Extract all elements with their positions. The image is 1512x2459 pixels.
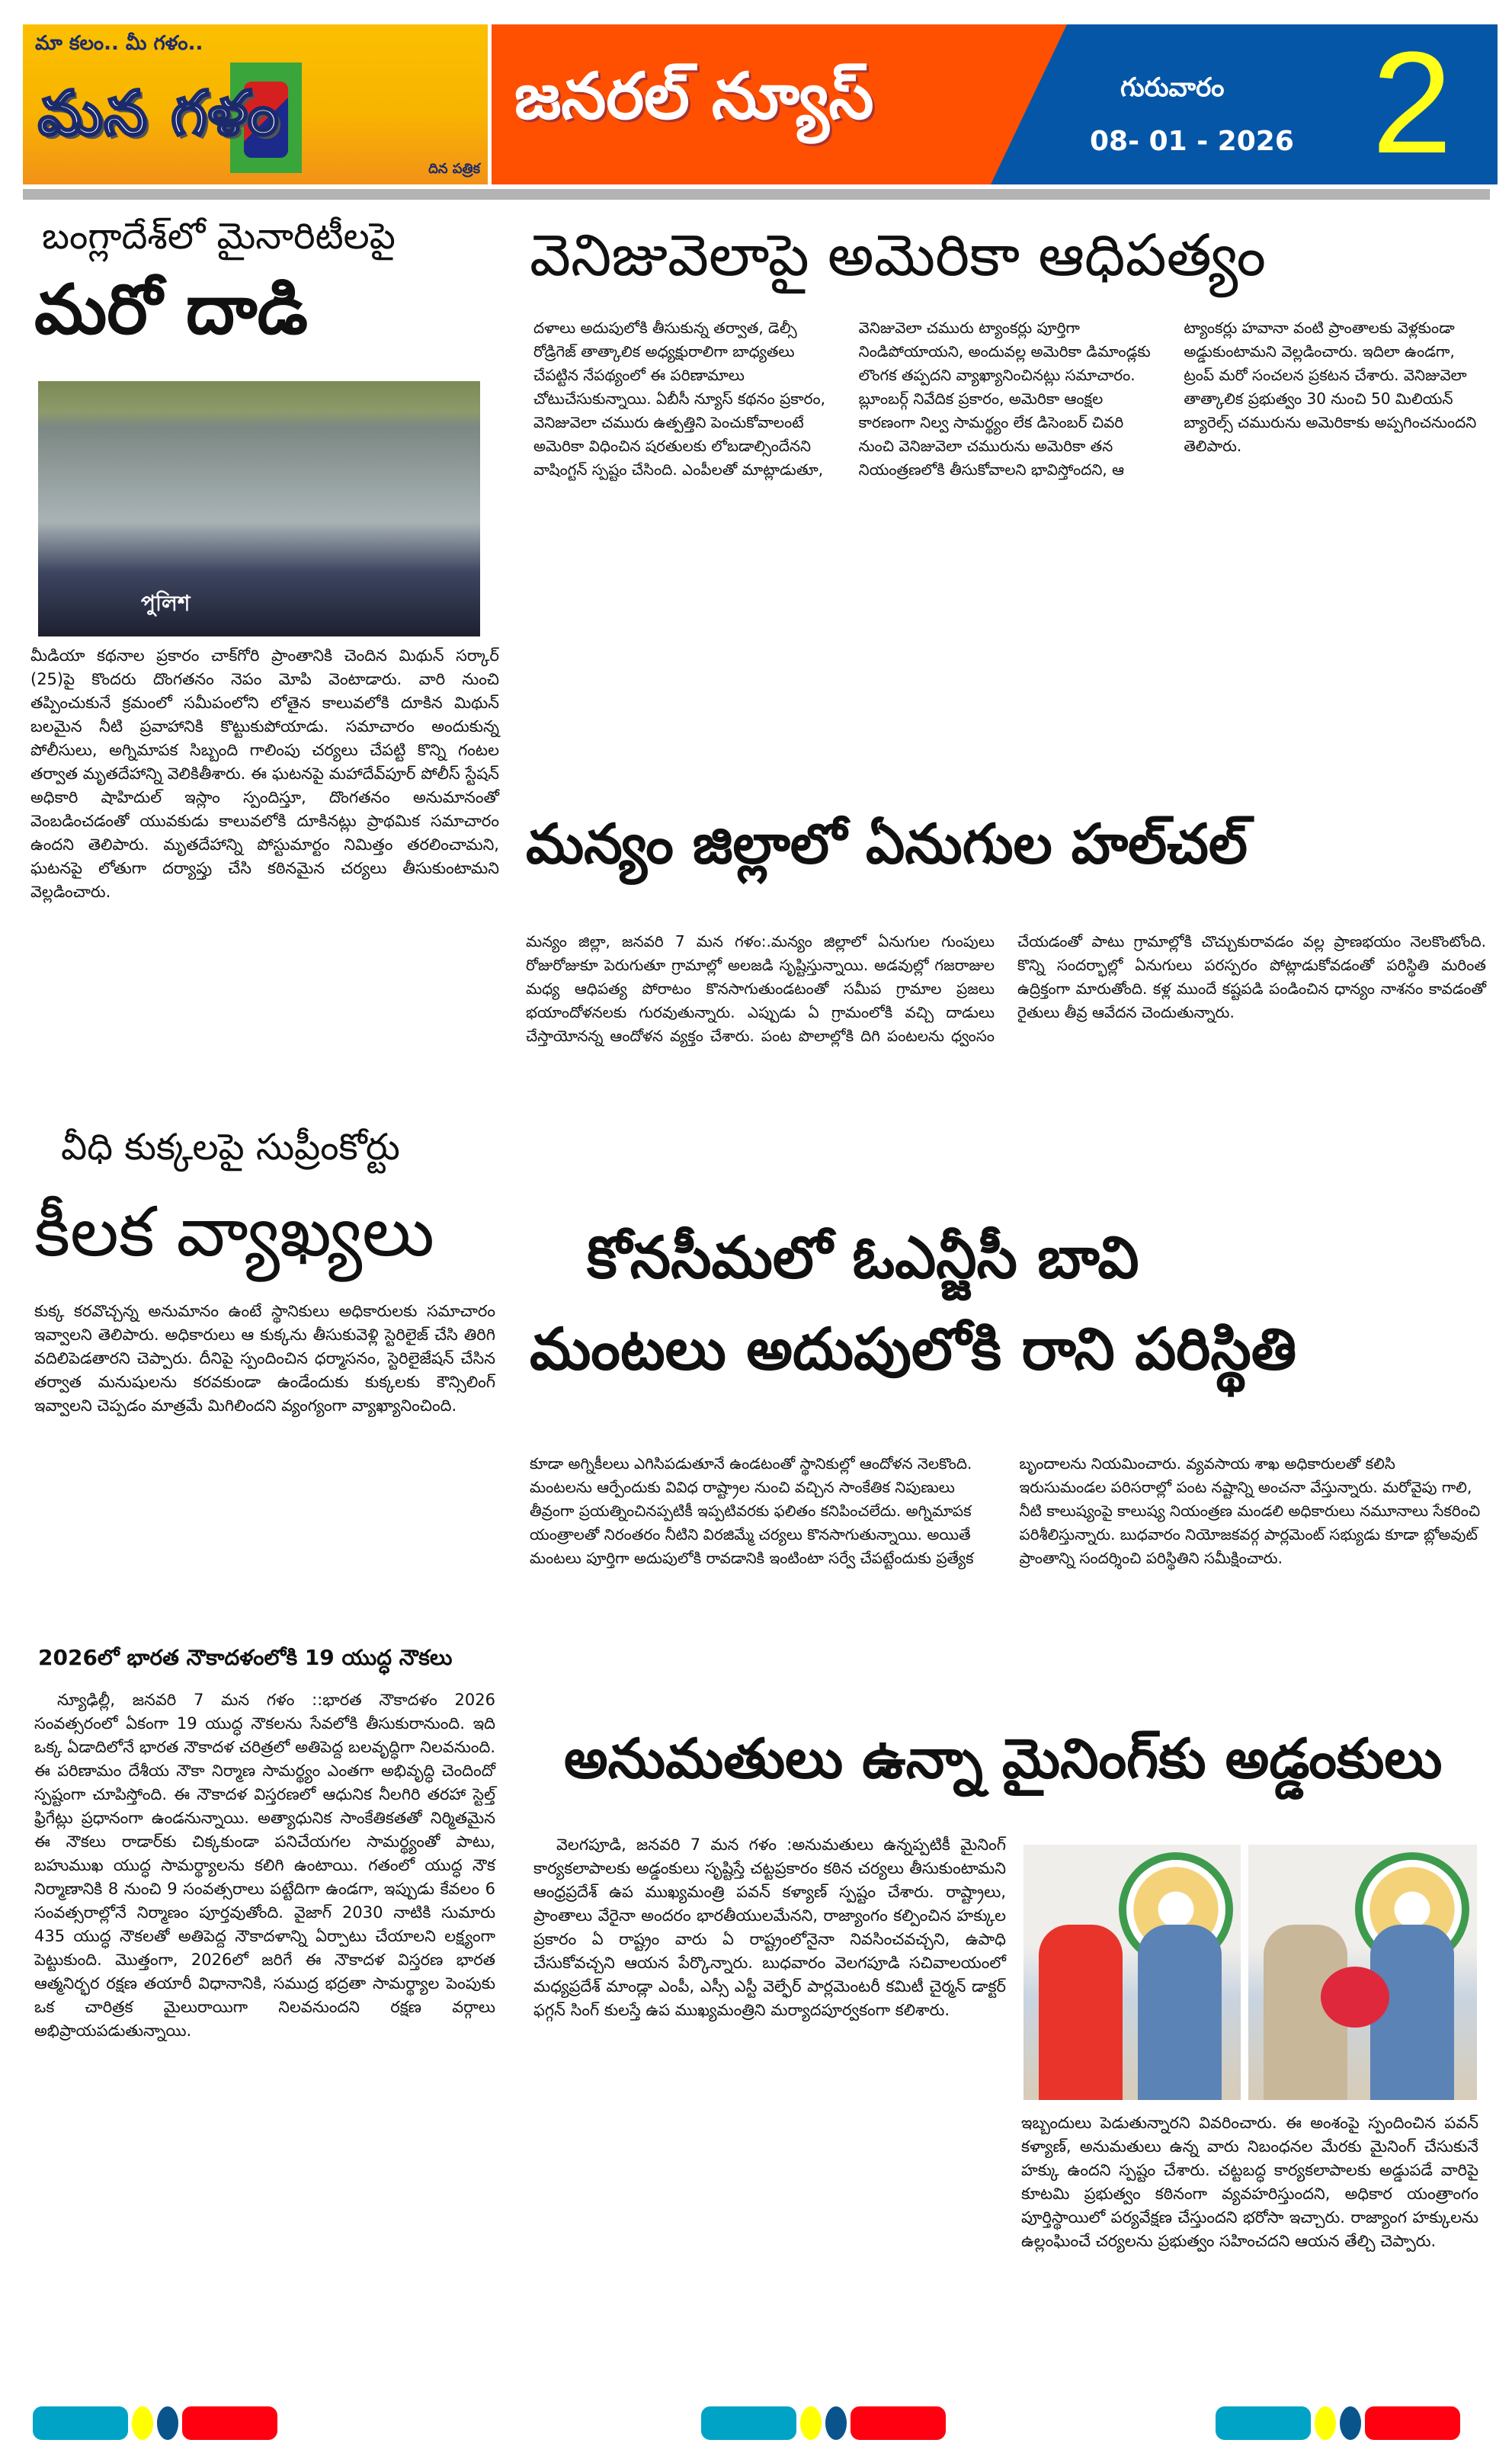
- navy-body: న్యూఢిల్లీ, జనవరి 7 మన గళం ::భారత నౌకాదళం 2026 సంవత్సరంలో ఏకంగా 19 యుద్ధ నౌకలను సేవలోకి తీసుకురానుంది. ఇది ఒక్క ఏడాదిలోనే భారత నౌకాదళ చరిత్రలో అతిపెద్ద బలవృద్ధిగా నిలవనుంది. ఈ పరిణామం దేశీయ నౌకా నిర్మాణ సామర్థ్యం ఎంతగా అభివృద్ధి చెందిందో స్పష్టంగా చూపిస్తోంది. ఈ నౌకాదళ విస్తరణలో ఆధునిక నీలగిరి తరహా స్టెల్త్ ఫ్రిగేట్లు ప్రధానంగా ఉండనున్నాయి. అత్యాధునిక సాంకేతికతతో నిర్మితమైన ఈ నౌకలు రాడార్‌కు చిక్కకుండా పనిచేయగల సామర్థ్యంతో పాటు, బహుముఖ యుద్ధ సామర్థ్యాలను కలిగి ఉంటాయి. గతంలో యుద్ధ నౌక నిర్మాణానికి 8 నుంచి 9 సంవత్సరాలు పట్టేదిగా ఉండగా, ఇప్పుడు కేవలం 6 సంవత్సరాల్లోనే నిర్మాణం పూర్తవుతోంది. వైజాగ్ 2030 నాటికి సుమారు 435 యుద్ధ నౌకలతో అతిపెద్ద నౌకాదళాన్ని ఏర్పాటు చేయాలని లక్ష్యంగా పెట్టుకుంది. మొత్తంగా, 2026లో జరిగే ఈ నౌకాదళ విస్తరణ భారత ఆత్మనిర్భర రక్షణ తయారీ విధానానికి, సముద్ర భద్రతా సామర్థ్యాల పెంపుకు ఒక చారిత్రక మైలురాయిగా నిలవనుందని రక్షణ వర్గాలు అభిప్రాయపడుతున్నాయి.: [34, 1691, 495, 2040]
- elephants-headline: మన్యం జిల్లాలో ఏనుగుల హల్‌చల్: [526, 812, 1248, 876]
- paper-name: మన గళం: [38, 78, 280, 149]
- dogs-body: కుక్క కరవొచ్చన్న అనుమానం ఉంటే స్థానికులు అధికారులకు సమాచారం ఇవ్వాలని తెలిపారు. అధికారులు ఆ కుక్కను తీసుకువెళ్లి స్టెరిలైజ్ చేసి తిరిగి వదిలిపెడతారని చెప్పారు. దీనిపై స్పందించిన ధర్మాసనం, స్టెరిలైజేషన్ చేసిన తర్వాత మనుషులను కరవకుండా ఉండేందుకు కుక్కలకు కౌన్సిలింగ్ ఇవ్వాలని చెప్పడం మాత్రమే మిగిలిందని వ్యంగ్యంగా వ్యాఖ్యానించింది.: [34, 1302, 495, 1415]
- bangladesh-headline: మరో దాడి: [34, 270, 309, 350]
- mining-photo-2: [1248, 1845, 1477, 2100]
- footer-color-strip: [1216, 2406, 1460, 2440]
- konaseema-body: కూడా అగ్నికీలలు ఎగిసిపడుతూనే ఉండటంతో స్థానికుల్లో ఆందోళన నెలకొంది. మంటలను ఆర్పేందుకు వివిధ రాష్ట్రాల నుంచి వచ్చిన సాంకేతిక నిపుణులు తీవ్రంగా ప్రయత్నించినప్పటికీ ఇప్పటివరకు ఫలితం కనిపించలేదు. అగ్నిమాపక యంత్రాలతో నిరంతరం నీటిని విరజిమ్మే చర్యలు కొనసాగుతున్నాయి. అయితే మంటలు పూర్తిగా అదుపులోకి రావడానికి ఇంటింటా సర్వే చేపట్టేందుకు ప్రత్యేక బృందాలను నియమించారు. వ్యవసాయ శాఖ అధికారులతో కలిసి ఇరుసుమండల పరిసరాల్లో పంట నష్టాన్ని అంచనా వేస్తున్నారు. మరోవైపు గాలి, నీటి కాలుష్యంపై కాలుష్య నియంత్రణ మండలి అధికారులు నమూనాలు సేకరించి పరిశీలిస్తున్నారు. బుధవారం నియోజకవర్గ పార్లమెంట్ సభ్యుడు కూడా బ్లోఅవుట్ ప్రాంతాన్ని సందర్శించి పరిస్థితిని సమీక్షించారు.: [530, 1454, 1481, 1567]
- footer-color-strip: [33, 2406, 277, 2440]
- flower-bouquet-icon: [1321, 1967, 1389, 2028]
- mining-headline: అనుమతులు ఉన్నా మైనింగ్‌కు అడ్డంకులు: [564, 1726, 1443, 1791]
- person-figure: [1138, 1925, 1222, 2100]
- bangladesh-photo: [38, 381, 480, 636]
- page-number: 2: [1372, 22, 1453, 184]
- mining-photo-1: [1023, 1845, 1241, 2100]
- photo-police-text: পুলিশ: [141, 591, 191, 616]
- date-label: 08- 01 - 2026: [1090, 126, 1294, 157]
- dogs-kicker: వీధి కుక్కలపై సుప్రీంకోర్టు: [61, 1126, 400, 1169]
- section-title: జనరల్ న్యూస్: [514, 59, 874, 133]
- mining-body-left: వెలగపూడి, జనవరి 7 మన గళం :అనుమతులు ఉన్నప్పటికీ మైనింగ్ కార్యకలాపాలకు అడ్డంకులు సృష్టిస్తే చట్టప్రకారం కఠిన చర్యలు తీసుకుంటామని ఆంధ్రప్రదేశ్ ఉప ముఖ్యమంత్రి పవన్ కళ్యాణ్ స్పష్టం చేశారు. రాష్ట్రాలు, ప్రాంతాలు వేరైనా అందరం భారతీయులమేనని, రాజ్యాంగం కల్పించిన హక్కుల ప్రకారం ఏ రాష్ట్రం వారు ఏ రాష్ట్రంలోనైనా నివసించవచ్చని, ఉపాధి చేసుకోవచ్చని ఆయన పేర్కొన్నారు. బుధవారం వెలగపూడి సచివాలయంలో మధ్యప్రదేశ్ మాండ్లా ఎంపీ, ఎస్సీ ఎస్టీ వెల్ఫేర్ పార్లమెంటరీ కమిటీ చైర్మన్ డాక్టర్ ఫగ్గన్ సింగ్ కులస్తే ఉప ముఖ్యమంత్రిని మర్యాదపూర్వకంగా కలిశారు.: [533, 1835, 1006, 2019]
- footer-color-strip: [701, 2406, 946, 2440]
- venezuela-body: దళాలు అదుపులోకి తీసుకున్న తర్వాత, డెల్సీ రోడ్రిగెజ్ తాత్కాలిక అధ్యక్షురాలిగా బాధ్యతలు చేపట్టిన నేపథ్యంలో ఈ పరిణామాలు చోటుచేసుకున్నాయి. ఏబీసీ న్యూస్ కథనం ప్రకారం, వెనిజువెలా చమురు ఉత్పత్తిని పెంచుకోవాలంటే అమెరికా విధించిన షరతులకు లోబడాల్సిందేనని వాషింగ్టన్ స్పష్టం చేసింది. ఎంపీలతో మాట్లాడుతూ, వెనిజువెలా చమురు ట్యాంకర్లు పూర్తిగా నిండిపోయాయని, అందువల్ల అమెరికా డిమాండ్లకు లొంగక తప్పదని వ్యాఖ్యానించినట్లు సమాచారం. బ్లూంబర్గ్ నివేదిక ప్రకారం, అమెరికా ఆంక్షల కారణంగా నిల్వ సామర్థ్యం లేక డిసెంబర్ చివరి నుంచి వెనిజువెలా చమురును అమెరికా తన నియంత్రణలోకి తీసుకోవాలని భావిస్తోందని, ఆ ట్యాంకర్లు హవానా వంటి ప్రాంతాలకు వెళ్లకుండా అడ్డుకుంటామని వెల్లడించారు. ఇదిలా ఉండగా, ట్రంప్ మరో సంచలన ప్రకటన చేశారు. వెనిజువెలా తాత్కాలిక ప్రభుత్వం 30 నుంచి 50 మిలియన్ బ్యారెల్స్ చమురును అమెరికాకు అప్పగించనుందని తెలిపారు.: [533, 319, 1477, 479]
- person-figure: [1039, 1925, 1123, 2100]
- dogs-headline: కీలక వ్యాఖ్యలు: [34, 1192, 435, 1272]
- mining-body-right: ఇబ్బందులు పెడుతున్నారని వివరించారు. ఈ అంశంపై స్పందించిన పవన్ కళ్యాణ్, అనుమతులు ఉన్న వారు నిబంధనల మేరకు మైనింగ్ చేసుకునే హక్కు ఉందని స్పష్టం చేశారు. చట్టబద్ధ కార్యకలాపాలకు అడ్డుపడే వారిపై కూటమి ప్రభుత్వం కఠినంగా వ్యవహరిస్తుందని, అధికార యంత్రాంగం పూర్తిస్థాయిలో పర్యవేక్షణ చేస్తుందని భరోసా ఇచ్చారు. రాజ్యాంగ హక్కులను ఉల్లంఘించే చర్యలను ప్రభుత్వం సహించదని ఆయన తేల్చి చెప్పారు.: [1021, 2114, 1478, 2250]
- masthead-logo: [23, 24, 488, 184]
- bangladesh-body: మీడియా కథనాల ప్రకారం చాక్‌గోరి ప్రాంతానికి చెందిన మిథున్ సర్కార్ (25)పై కొందరు దొంగతనం నెపం మోపి వెంటాడారు. వారి నుంచి తప్పించుకునే క్రమంలో సమీపంలోని లోతైన కాలువలోకి దూకిన మిథున్ బలమైన నీటి ప్రవాహానికి కొట్టుకుపోయాడు. సమాచారం అందుకున్న పోలీసులు, అగ్నిమాపక సిబ్బంది గాలింపు చర్యలు చేపట్టి కొన్ని గంటల తర్వాత మృతదేహాన్ని వెలికితీశారు. ఈ ఘటనపై మహాదేవ్‌పూర్ పోలీస్ స్టేషన్ అధికారి షాహిదుల్ ఇస్లాం స్పందిస్తూ, దొంగతనం అనుమానంతో వెంబడించడంతో యువకుడు కాలువలోకి దూకినట్లు ప్రాథమిక సమాచారం ఉందని తెలిపారు. మృతదేహాన్ని పోస్టుమార్టం నిమిత్తం తరలించామని, ఘటనపై లోతుగా దర్యాప్తు చేసి కఠినమైన చర్యలు తీసుకుంటామని వెల్లడించారు.: [30, 646, 499, 901]
- navy-headline: 2026లో భారత నౌకాదళంలోకి 19 యుద్ధ నౌకలు: [38, 1645, 453, 1670]
- header-divider: [23, 189, 1490, 200]
- section-banner: [492, 24, 1071, 184]
- konaseema-headline-line2: మంటలు అదుపులోకి రాని పరిస్థితి: [530, 1315, 1297, 1383]
- konaseema-headline-line1: కోనసీమలో ఓఎన్జీసీ బావి: [587, 1223, 1139, 1291]
- venezuela-headline: వెనిజువెలాపై అమెరికా ఆధిపత్యం: [530, 221, 1267, 289]
- day-label: గురువారం: [1120, 72, 1225, 103]
- elephants-body: మన్యం జిల్లా, జనవరి 7 మన గళం:.మన్యం జిల్లాలో ఏనుగుల గుంపులు రోజురోజుకూ పెరుగుతూ గ్రామాల్లో అలజడి సృష్టిస్తున్నాయి. అడవుల్లో గజరాజుల మధ్య ఆధిపత్య పోరాటం కొనసాగుతుండటంతో సమీప గ్రామాల ప్రజలు భయాందోళనలకు గురవుతున్నారు. ఎప్పుడు ఏ గ్రామంలోకి వచ్చి దాడులు చేస్తాయోనన్న ఆందోళన వ్యక్తం చేశారు. పంట పొలాల్లోకి దిగి పంటలను ధ్వంసం చేయడంతో పాటు గ్రామాల్లోకి చొచ్చుకురావడం వల్ల ప్రాణభయం నెలకొంటోంది. కొన్ని సందర్భాల్లో ఏనుగులు పరస్పరం పోట్లాడుకోవడంతో పరిస్థితి మరింత ఉద్రిక్తంగా మారుతోంది. కళ్ల ముందే కష్టపడి పండించిన ధాన్యం నాశనం కావడంతో రైతులు తీవ్ర ఆవేదన చెందుతున్నారు.: [526, 932, 1486, 1045]
- bangladesh-kicker: బంగ్లాదేశ్‌లో మైనారిటీలపై: [42, 215, 396, 258]
- logo-tagline: మా కలం.. మీ గళం..: [35, 32, 203, 55]
- paper-subtitle: దిన పత్రిక: [428, 161, 480, 177]
